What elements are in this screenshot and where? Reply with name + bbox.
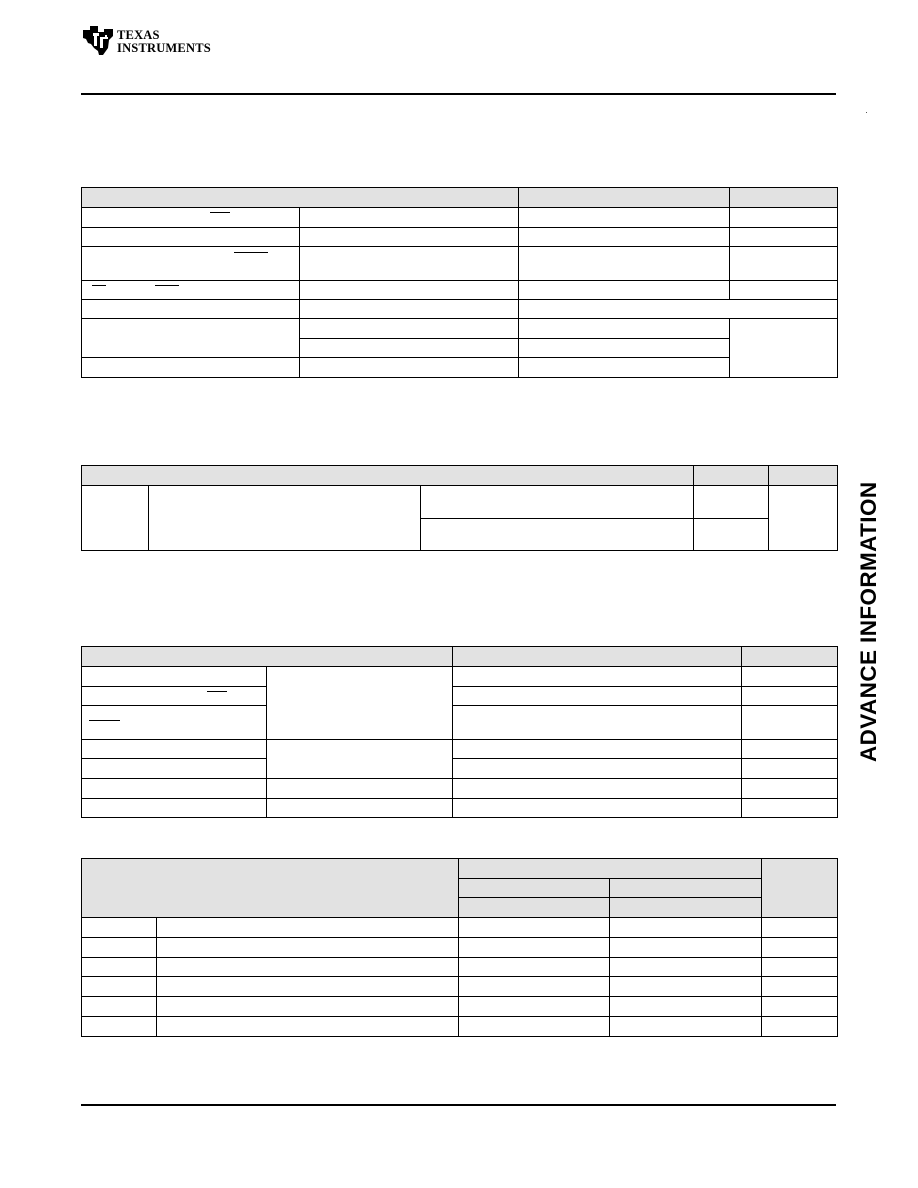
table-cell (82, 247, 300, 281)
table-header-cell (769, 466, 838, 486)
table-cell (694, 486, 769, 519)
table-row (82, 687, 838, 706)
table-header-cell (82, 859, 459, 918)
table-cell (762, 977, 838, 997)
table-header-cell (519, 188, 730, 208)
table-cell (519, 208, 730, 228)
table-cell (82, 667, 267, 687)
table-cell (762, 938, 838, 958)
spec-table-2 (81, 465, 838, 551)
table-cell (610, 938, 762, 958)
table-cell (82, 779, 267, 799)
table-header-cell (453, 647, 742, 667)
table-header-cell (742, 647, 838, 667)
table-header-row (82, 859, 838, 879)
table-cell (300, 228, 519, 247)
table-cell (742, 759, 838, 779)
table-row (82, 319, 838, 339)
table-cell (453, 706, 742, 740)
table-header-cell (459, 879, 610, 898)
table-row (82, 208, 838, 228)
table-cell (300, 358, 519, 378)
table-cell (459, 958, 610, 977)
table-cell (762, 958, 838, 977)
table-cell (149, 486, 421, 551)
table-cell (157, 938, 459, 958)
table-cell (421, 486, 694, 519)
table-cell (742, 687, 838, 706)
table-cell (519, 281, 730, 300)
table-header-cell (82, 188, 519, 208)
company-name-line1: TEXAS (117, 28, 160, 42)
table-cell (769, 486, 838, 551)
table-cell (267, 740, 453, 779)
table-cell (157, 1017, 459, 1037)
table-cell (730, 281, 838, 300)
table-cell (610, 1017, 762, 1037)
table-row (82, 958, 838, 977)
table-cell (267, 779, 453, 799)
table-cell (82, 997, 157, 1017)
table-row (82, 358, 838, 378)
table-header-cell (82, 647, 453, 667)
table-row (82, 281, 838, 300)
table-cell (82, 759, 267, 779)
table-cell (157, 977, 459, 997)
table-cell (742, 706, 838, 740)
table-cell (82, 740, 267, 759)
table-cell (459, 1017, 610, 1037)
table-cell (300, 319, 519, 339)
table-cell (459, 938, 610, 958)
table-cell (82, 319, 300, 358)
overbar-mark (92, 285, 106, 286)
overbar-mark (89, 720, 120, 721)
table-header-cell (459, 859, 762, 879)
table-cell (519, 228, 730, 247)
ti-logo (81, 24, 231, 62)
table-row (82, 918, 838, 938)
table-cell (82, 300, 300, 319)
table-cell (82, 687, 267, 706)
table-row (82, 759, 838, 779)
table-cell (519, 358, 730, 378)
table-cell (610, 958, 762, 977)
table-cell (730, 228, 838, 247)
footer-rule (81, 1104, 836, 1106)
spec-table-4 (81, 858, 838, 1037)
table-cell (267, 667, 453, 740)
table-cell (82, 281, 300, 300)
overbar-mark (234, 252, 268, 253)
table-cell (157, 997, 459, 1017)
table-header-cell (730, 188, 838, 208)
table-cell (82, 799, 267, 818)
table-row (82, 247, 838, 281)
table-cell (82, 958, 157, 977)
table-cell (453, 667, 742, 687)
table-cell (762, 997, 838, 1017)
table-cell (421, 519, 694, 551)
table-cell (730, 247, 838, 281)
table-cell (742, 667, 838, 687)
table-header-row (82, 466, 838, 486)
table-cell (453, 687, 742, 706)
table-cell (742, 740, 838, 759)
overbar-mark (155, 285, 179, 286)
overbar-mark (210, 212, 230, 213)
table-cell (610, 977, 762, 997)
table-header-cell (82, 466, 694, 486)
table-cell (453, 759, 742, 779)
table-header-row (82, 188, 838, 208)
table-row (82, 799, 838, 818)
ti-state-logo-icon (81, 24, 117, 58)
table-cell (519, 319, 730, 339)
table-row (82, 667, 838, 687)
table-header-cell (610, 879, 762, 898)
table-cell (610, 918, 762, 938)
table-cell (157, 918, 459, 938)
table-cell (82, 938, 157, 958)
table-cell (459, 977, 610, 997)
table-row (82, 997, 838, 1017)
table-header-cell (610, 898, 762, 918)
table-cell (300, 208, 519, 228)
table-cell (730, 319, 838, 378)
table-header-cell (694, 466, 769, 486)
table-cell (459, 918, 610, 938)
company-name-line2: INSTRUMENTS (117, 41, 211, 55)
table-cell (300, 281, 519, 300)
table-header-cell (459, 898, 610, 918)
table-cell (453, 779, 742, 799)
table-cell (82, 1017, 157, 1037)
table-cell (762, 1017, 838, 1037)
table-cell (730, 208, 838, 228)
company-name (117, 29, 211, 55)
table-cell (742, 779, 838, 799)
header-rule (81, 93, 836, 95)
table-cell (459, 997, 610, 1017)
table-cell (267, 799, 453, 818)
advance-information-label: ADVANCE INFORMATION (856, 481, 881, 762)
overbar-mark (207, 691, 227, 692)
table-cell (762, 918, 838, 938)
table-cell (300, 339, 519, 358)
table-cell (157, 958, 459, 977)
table-cell (82, 208, 300, 228)
table-header-row (82, 647, 838, 667)
spec-table-1 (81, 187, 838, 378)
corner-mark (866, 112, 867, 113)
table-row (82, 938, 838, 958)
table-cell (453, 799, 742, 818)
table-row (82, 486, 838, 519)
table-cell (519, 247, 730, 281)
table-row (82, 300, 838, 319)
table-cell (453, 740, 742, 759)
table-row (82, 228, 838, 247)
table-row (82, 740, 838, 759)
table-row (82, 977, 838, 997)
table-row (82, 779, 838, 799)
table-cell (82, 358, 300, 378)
table-cell (82, 486, 149, 551)
table-row (82, 1017, 838, 1037)
table-cell (82, 977, 157, 997)
table-cell (519, 339, 730, 358)
table-row (82, 706, 838, 740)
table-cell (300, 247, 519, 281)
table-cell (742, 799, 838, 818)
spec-table-3 (81, 646, 838, 818)
table-cell (694, 519, 769, 551)
table-cell (82, 918, 157, 938)
table-header-cell (762, 859, 838, 918)
table-cell (82, 706, 267, 740)
table-cell (610, 997, 762, 1017)
table-cell (82, 228, 300, 247)
table-cell (300, 300, 519, 319)
table-cell (519, 300, 838, 319)
